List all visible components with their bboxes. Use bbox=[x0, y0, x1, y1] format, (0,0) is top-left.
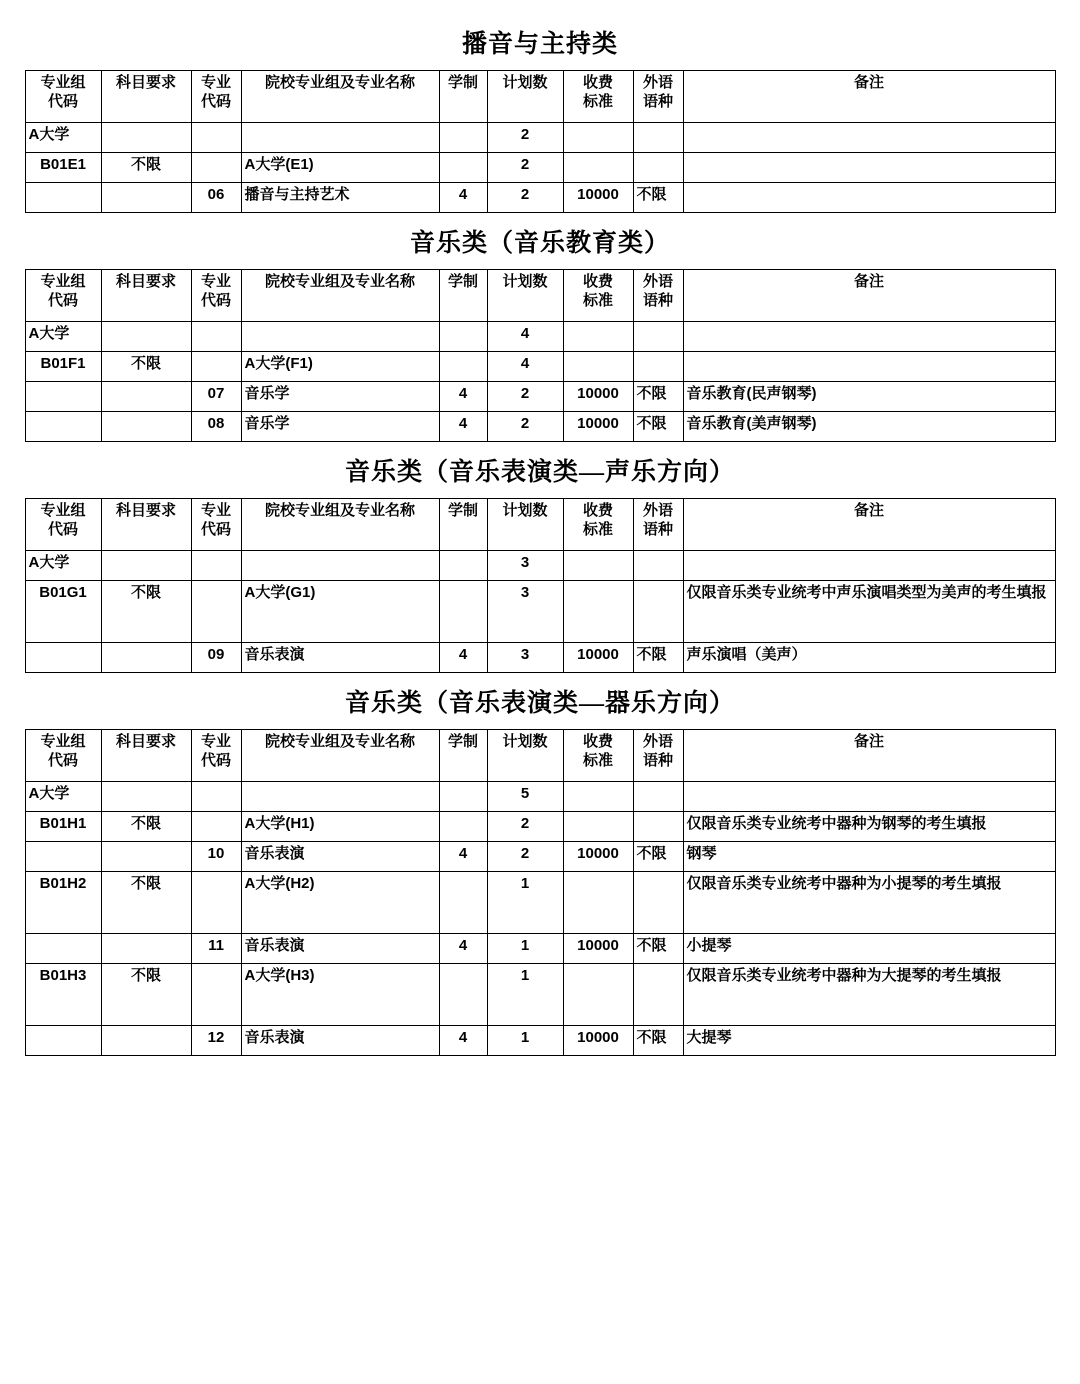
cell-subject bbox=[101, 782, 191, 812]
cell-major-code bbox=[191, 153, 241, 183]
col-plan: 计划数 bbox=[487, 71, 563, 123]
col-note: 备注 bbox=[683, 499, 1055, 551]
cell-note: 钢琴 bbox=[683, 842, 1055, 872]
col-name: 院校专业组及专业名称 bbox=[241, 270, 439, 322]
cell-group-code bbox=[25, 842, 101, 872]
cell-years bbox=[439, 964, 487, 1026]
table-header bbox=[25, 499, 1055, 551]
cell-years: 4 bbox=[439, 382, 487, 412]
cell-fee bbox=[563, 123, 633, 153]
cell-name: A大学(H1) bbox=[241, 812, 439, 842]
col-major-code: 专业 代码 bbox=[191, 270, 241, 322]
cell-language: 不限 bbox=[633, 412, 683, 442]
cell-major-code bbox=[191, 322, 241, 352]
cell-major-code: 11 bbox=[191, 934, 241, 964]
cell-group-code bbox=[25, 183, 101, 213]
section-broadcasting bbox=[16, 24, 1064, 213]
cell-major-code: 06 bbox=[191, 183, 241, 213]
cell-plan: 4 bbox=[487, 352, 563, 382]
cell-plan: 2 bbox=[487, 153, 563, 183]
table-header bbox=[25, 71, 1055, 123]
table-body bbox=[25, 322, 1055, 442]
cell-years bbox=[439, 322, 487, 352]
cell-note bbox=[683, 322, 1055, 352]
cell-fee bbox=[563, 153, 633, 183]
cell-subject bbox=[101, 643, 191, 673]
cell-group-code: A大学 bbox=[25, 322, 101, 352]
table-row bbox=[25, 412, 1055, 442]
cell-fee bbox=[563, 581, 633, 643]
table-row bbox=[25, 842, 1055, 872]
plan-table bbox=[25, 70, 1056, 213]
cell-name bbox=[241, 782, 439, 812]
cell-group-code: B01F1 bbox=[25, 352, 101, 382]
cell-fee: 10000 bbox=[563, 934, 633, 964]
cell-fee: 10000 bbox=[563, 1026, 633, 1056]
col-language: 外语 语种 bbox=[633, 71, 683, 123]
table-row bbox=[25, 782, 1055, 812]
cell-fee bbox=[563, 782, 633, 812]
cell-name bbox=[241, 551, 439, 581]
cell-major-code bbox=[191, 964, 241, 1026]
col-major-code: 专业 代码 bbox=[191, 499, 241, 551]
col-group-code: 专业组 代码 bbox=[25, 730, 101, 782]
cell-name bbox=[241, 322, 439, 352]
table-row bbox=[25, 812, 1055, 842]
col-note: 备注 bbox=[683, 730, 1055, 782]
table-row bbox=[25, 581, 1055, 643]
col-fee: 收费 标准 bbox=[563, 730, 633, 782]
section-title: 音乐类（音乐表演类—声乐方向） bbox=[344, 459, 735, 486]
col-plan: 计划数 bbox=[487, 499, 563, 551]
cell-language bbox=[633, 322, 683, 352]
cell-subject bbox=[101, 1026, 191, 1056]
cell-note bbox=[683, 183, 1055, 213]
cell-major-code bbox=[191, 581, 241, 643]
cell-fee: 10000 bbox=[563, 643, 633, 673]
col-group-code: 专业组 代码 bbox=[25, 270, 101, 322]
col-major-code: 专业 代码 bbox=[191, 71, 241, 123]
col-subject-requirement: 科目要求 bbox=[101, 499, 191, 551]
table-row bbox=[25, 352, 1055, 382]
col-major-code: 专业 代码 bbox=[191, 730, 241, 782]
cell-subject: 不限 bbox=[101, 581, 191, 643]
col-subject-requirement: 科目要求 bbox=[101, 71, 191, 123]
cell-note bbox=[683, 551, 1055, 581]
cell-fee bbox=[563, 872, 633, 934]
cell-group-code: A大学 bbox=[25, 782, 101, 812]
col-subject-requirement: 科目要求 bbox=[101, 730, 191, 782]
table-row bbox=[25, 934, 1055, 964]
cell-name: 音乐学 bbox=[241, 412, 439, 442]
cell-major-code: 09 bbox=[191, 643, 241, 673]
table-body bbox=[25, 123, 1055, 213]
cell-subject bbox=[101, 551, 191, 581]
cell-group-code: B01G1 bbox=[25, 581, 101, 643]
cell-group-code bbox=[25, 382, 101, 412]
cell-years: 4 bbox=[439, 842, 487, 872]
cell-plan: 2 bbox=[487, 812, 563, 842]
table-row bbox=[25, 872, 1055, 934]
cell-language bbox=[633, 153, 683, 183]
cell-subject: 不限 bbox=[101, 964, 191, 1026]
col-note: 备注 bbox=[683, 71, 1055, 123]
section-title: 音乐类（音乐教育类） bbox=[409, 230, 670, 257]
col-years: 学制 bbox=[439, 730, 487, 782]
cell-plan: 2 bbox=[487, 123, 563, 153]
cell-years bbox=[439, 551, 487, 581]
cell-language bbox=[633, 352, 683, 382]
cell-subject bbox=[101, 322, 191, 352]
cell-note: 音乐教育(美声钢琴) bbox=[683, 412, 1055, 442]
cell-fee bbox=[563, 352, 633, 382]
cell-major-code: 12 bbox=[191, 1026, 241, 1056]
col-years: 学制 bbox=[439, 499, 487, 551]
col-fee: 收费 标准 bbox=[563, 499, 633, 551]
col-group-code: 专业组 代码 bbox=[25, 71, 101, 123]
table-row bbox=[25, 183, 1055, 213]
cell-subject: 不限 bbox=[101, 352, 191, 382]
cell-name: A大学(F1) bbox=[241, 352, 439, 382]
cell-group-code bbox=[25, 934, 101, 964]
cell-note bbox=[683, 123, 1055, 153]
cell-language bbox=[633, 581, 683, 643]
section-music-performance-vocal bbox=[16, 452, 1064, 673]
col-fee: 收费 标准 bbox=[563, 270, 633, 322]
cell-plan: 1 bbox=[487, 964, 563, 1026]
cell-note bbox=[683, 153, 1055, 183]
cell-subject bbox=[101, 123, 191, 153]
col-plan: 计划数 bbox=[487, 730, 563, 782]
cell-fee bbox=[563, 322, 633, 352]
cell-years bbox=[439, 872, 487, 934]
cell-name: A大学(H2) bbox=[241, 872, 439, 934]
section-music-performance-instrumental bbox=[16, 683, 1064, 1056]
table-header bbox=[25, 730, 1055, 782]
cell-language: 不限 bbox=[633, 382, 683, 412]
cell-plan: 3 bbox=[487, 643, 563, 673]
cell-plan: 1 bbox=[487, 1026, 563, 1056]
cell-years: 4 bbox=[439, 183, 487, 213]
cell-subject bbox=[101, 183, 191, 213]
cell-major-code bbox=[191, 812, 241, 842]
cell-years: 4 bbox=[439, 412, 487, 442]
cell-name: 播音与主持艺术 bbox=[241, 183, 439, 213]
cell-note bbox=[683, 352, 1055, 382]
cell-language bbox=[633, 812, 683, 842]
col-name: 院校专业组及专业名称 bbox=[241, 499, 439, 551]
table-row bbox=[25, 153, 1055, 183]
cell-subject: 不限 bbox=[101, 153, 191, 183]
col-years: 学制 bbox=[439, 71, 487, 123]
cell-language bbox=[633, 872, 683, 934]
cell-major-code: 07 bbox=[191, 382, 241, 412]
cell-group-code bbox=[25, 412, 101, 442]
cell-fee: 10000 bbox=[563, 842, 633, 872]
cell-years bbox=[439, 782, 487, 812]
table-row bbox=[25, 382, 1055, 412]
cell-plan: 1 bbox=[487, 934, 563, 964]
cell-language: 不限 bbox=[633, 842, 683, 872]
col-fee: 收费 标准 bbox=[563, 71, 633, 123]
cell-name bbox=[241, 123, 439, 153]
cell-plan: 3 bbox=[487, 581, 563, 643]
cell-plan: 1 bbox=[487, 872, 563, 934]
cell-note: 小提琴 bbox=[683, 934, 1055, 964]
cell-fee: 10000 bbox=[563, 183, 633, 213]
cell-group-code: A大学 bbox=[25, 123, 101, 153]
cell-group-code: B01E1 bbox=[25, 153, 101, 183]
col-years: 学制 bbox=[439, 270, 487, 322]
cell-language: 不限 bbox=[633, 183, 683, 213]
plan-table bbox=[25, 729, 1056, 1056]
cell-name: 音乐学 bbox=[241, 382, 439, 412]
cell-years bbox=[439, 812, 487, 842]
cell-plan: 5 bbox=[487, 782, 563, 812]
cell-language: 不限 bbox=[633, 643, 683, 673]
cell-name: 音乐表演 bbox=[241, 842, 439, 872]
cell-note bbox=[683, 782, 1055, 812]
cell-subject bbox=[101, 934, 191, 964]
cell-name: 音乐表演 bbox=[241, 643, 439, 673]
cell-name: A大学(E1) bbox=[241, 153, 439, 183]
table-row bbox=[25, 964, 1055, 1026]
col-name: 院校专业组及专业名称 bbox=[241, 71, 439, 123]
cell-years bbox=[439, 352, 487, 382]
cell-major-code: 08 bbox=[191, 412, 241, 442]
plan-table bbox=[25, 269, 1056, 442]
cell-group-code: A大学 bbox=[25, 551, 101, 581]
cell-note: 仅限音乐类专业统考中器种为小提琴的考生填报 bbox=[683, 872, 1055, 934]
cell-group-code: B01H3 bbox=[25, 964, 101, 1026]
cell-group-code bbox=[25, 1026, 101, 1056]
cell-note: 声乐演唱（美声） bbox=[683, 643, 1055, 673]
cell-name: 音乐表演 bbox=[241, 934, 439, 964]
table-row bbox=[25, 643, 1055, 673]
cell-subject bbox=[101, 412, 191, 442]
cell-years: 4 bbox=[439, 934, 487, 964]
col-language: 外语 语种 bbox=[633, 499, 683, 551]
cell-language: 不限 bbox=[633, 934, 683, 964]
table-body bbox=[25, 551, 1055, 673]
cell-note: 仅限音乐类专业统考中器种为钢琴的考生填报 bbox=[683, 812, 1055, 842]
table-row bbox=[25, 551, 1055, 581]
cell-name: A大学(H3) bbox=[241, 964, 439, 1026]
cell-major-code bbox=[191, 872, 241, 934]
cell-language bbox=[633, 964, 683, 1026]
cell-major-code bbox=[191, 123, 241, 153]
cell-plan: 2 bbox=[487, 842, 563, 872]
col-group-code: 专业组 代码 bbox=[25, 499, 101, 551]
cell-years bbox=[439, 123, 487, 153]
col-language: 外语 语种 bbox=[633, 270, 683, 322]
cell-note: 音乐教育(民声钢琴) bbox=[683, 382, 1055, 412]
cell-subject bbox=[101, 842, 191, 872]
cell-years: 4 bbox=[439, 1026, 487, 1056]
cell-group-code: B01H2 bbox=[25, 872, 101, 934]
cell-note: 大提琴 bbox=[683, 1026, 1055, 1056]
col-note: 备注 bbox=[683, 270, 1055, 322]
col-subject-requirement: 科目要求 bbox=[101, 270, 191, 322]
cell-major-code bbox=[191, 551, 241, 581]
cell-group-code bbox=[25, 643, 101, 673]
cell-fee: 10000 bbox=[563, 412, 633, 442]
cell-years: 4 bbox=[439, 643, 487, 673]
cell-plan: 3 bbox=[487, 551, 563, 581]
cell-language bbox=[633, 551, 683, 581]
cell-years bbox=[439, 153, 487, 183]
cell-major-code: 10 bbox=[191, 842, 241, 872]
table-row bbox=[25, 123, 1055, 153]
cell-subject: 不限 bbox=[101, 872, 191, 934]
cell-fee bbox=[563, 964, 633, 1026]
cell-plan: 2 bbox=[487, 412, 563, 442]
col-plan: 计划数 bbox=[487, 270, 563, 322]
cell-fee bbox=[563, 551, 633, 581]
cell-subject bbox=[101, 382, 191, 412]
cell-note: 仅限音乐类专业统考中声乐演唱类型为美声的考生填报 bbox=[683, 581, 1055, 643]
table-header bbox=[25, 270, 1055, 322]
cell-fee: 10000 bbox=[563, 382, 633, 412]
cell-major-code bbox=[191, 782, 241, 812]
col-language: 外语 语种 bbox=[633, 730, 683, 782]
plan-table bbox=[25, 498, 1056, 673]
section-music-education bbox=[16, 223, 1064, 442]
cell-fee bbox=[563, 812, 633, 842]
cell-plan: 2 bbox=[487, 382, 563, 412]
cell-language bbox=[633, 782, 683, 812]
cell-group-code: B01H1 bbox=[25, 812, 101, 842]
cell-language: 不限 bbox=[633, 1026, 683, 1056]
section-title: 播音与主持类 bbox=[461, 31, 618, 58]
table-row bbox=[25, 1026, 1055, 1056]
cell-name: A大学(G1) bbox=[241, 581, 439, 643]
table-body bbox=[25, 782, 1055, 1056]
cell-note: 仅限音乐类专业统考中器种为大提琴的考生填报 bbox=[683, 964, 1055, 1026]
cell-name: 音乐表演 bbox=[241, 1026, 439, 1056]
section-title: 音乐类（音乐表演类—器乐方向） bbox=[344, 690, 735, 717]
cell-subject: 不限 bbox=[101, 812, 191, 842]
table-row bbox=[25, 322, 1055, 352]
cell-major-code bbox=[191, 352, 241, 382]
cell-language bbox=[633, 123, 683, 153]
cell-plan: 4 bbox=[487, 322, 563, 352]
cell-plan: 2 bbox=[487, 183, 563, 213]
cell-years bbox=[439, 581, 487, 643]
col-name: 院校专业组及专业名称 bbox=[241, 730, 439, 782]
